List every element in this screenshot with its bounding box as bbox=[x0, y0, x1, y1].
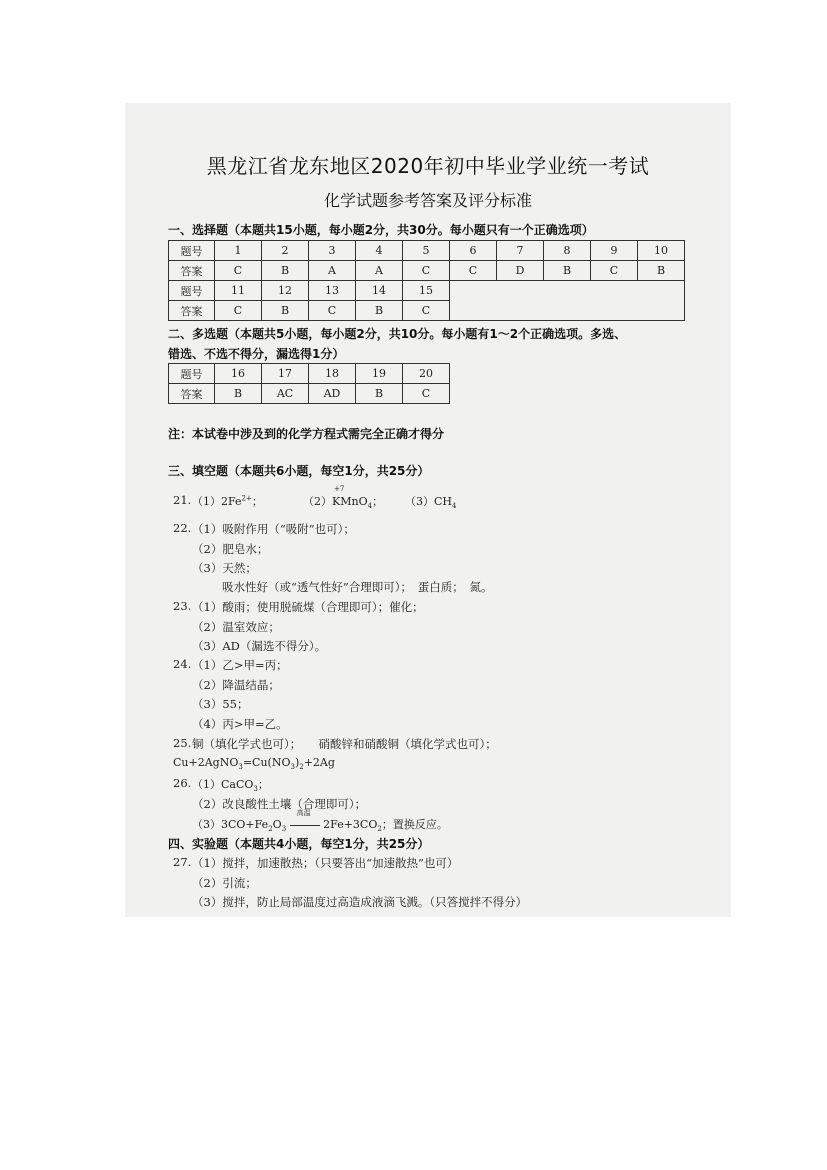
multi-answer-table bbox=[168, 363, 450, 404]
question-number: 16 bbox=[215, 364, 262, 384]
scanned-page bbox=[125, 103, 731, 917]
answer-cell: C bbox=[309, 301, 356, 321]
answer-cell: C bbox=[591, 261, 638, 281]
equation-note: 注：本试卷中涉及到的化学方程式需完全正确才得分 bbox=[168, 427, 445, 441]
q22-answer-2: （2）肥皂水； bbox=[192, 542, 269, 556]
q27-number: 27. bbox=[173, 855, 192, 869]
answer-cell: C bbox=[403, 384, 450, 404]
answer-cell: D bbox=[497, 261, 544, 281]
q21-answer-1: $(1)2Fe^{2+}$； bbox=[192, 494, 263, 508]
section4-heading: 四、实验题（本题共4小题，每空1分，共25分） bbox=[168, 837, 430, 851]
q27-answer-3: （3）搅拌，防止局部温度过高造成液滴飞溅。（只答搅拌不得分） bbox=[192, 895, 528, 909]
table-row bbox=[169, 241, 685, 261]
answer-cell: A bbox=[356, 261, 403, 281]
q24-answer-3: （3）55； bbox=[192, 697, 249, 711]
q26-number: 26. bbox=[173, 776, 192, 790]
table-row bbox=[169, 281, 685, 301]
answer-cell: B bbox=[215, 384, 262, 404]
question-number: 11 bbox=[215, 281, 262, 301]
q23-answer-1: （1）酸雨；使用脱硫煤（合理即可）；催化； bbox=[192, 600, 424, 614]
question-number: 8 bbox=[544, 241, 591, 261]
q22-answer-3: （3）天然； bbox=[192, 561, 257, 575]
q22-answer-4: 吸水性好（或“透气性好”合理即可）； 蛋白质； 氮。 bbox=[222, 580, 493, 594]
question-number: 7 bbox=[497, 241, 544, 261]
question-number: 4 bbox=[356, 241, 403, 261]
table-row bbox=[169, 384, 450, 404]
question-number: 3 bbox=[309, 241, 356, 261]
q27-answer-2: （2）引流； bbox=[192, 876, 257, 890]
section3-heading: 三、填空题（本题共6小题，每空1分，共25分） bbox=[168, 464, 430, 478]
question-number: 20 bbox=[403, 364, 450, 384]
answer-label: 答案 bbox=[169, 384, 215, 404]
choice-answer-table bbox=[168, 240, 685, 321]
answer-cell: B bbox=[544, 261, 591, 281]
q21-answer-3: $(3)CH_4$ bbox=[405, 495, 457, 511]
q26-answer-1: （1）CaCO$_3$； bbox=[192, 778, 269, 794]
page-subtitle: 化学试题参考答案及评分标准 bbox=[323, 191, 532, 210]
answer-cell: AD bbox=[309, 384, 356, 404]
question-number: 15 bbox=[403, 281, 450, 301]
answer-cell: A bbox=[309, 261, 356, 281]
question-number: 5 bbox=[403, 241, 450, 261]
question-number: 9 bbox=[591, 241, 638, 261]
empty-area bbox=[450, 281, 685, 321]
question-number-label: 题号 bbox=[169, 281, 215, 301]
q23-number: 23. bbox=[173, 599, 192, 613]
section1-heading: 一、选择题（本题共15小题，每小题2分，共30分。每小题只有一个正确选项） bbox=[168, 223, 594, 237]
question-number: 13 bbox=[309, 281, 356, 301]
q22-number: 22. bbox=[173, 521, 192, 535]
answer-cell: AC bbox=[262, 384, 309, 404]
q26-answer-3: $(3)3CO+Fe_2O_3$ 高温 $2Fe+3CO_2$；置换反应。 bbox=[192, 809, 448, 834]
section2-heading: 二、多选题（本题共5小题，每小题2分，共10分。每小题有1～2个正确选项。多选、 bbox=[168, 327, 627, 341]
q24-answer-4: （4）丙>甲=乙。 bbox=[192, 717, 288, 731]
q25-number: 25. bbox=[173, 736, 192, 750]
question-number: 18 bbox=[309, 364, 356, 384]
question-number: 10 bbox=[638, 241, 685, 261]
question-number: 1 bbox=[215, 241, 262, 261]
q27-answer-1: （1）搅拌，加速散热；（只要答出“加速散热”也可） bbox=[192, 856, 459, 870]
q26-answer-2: （2）改良酸性土壤（合理即可）； bbox=[192, 797, 367, 811]
q24-number: 24. bbox=[173, 657, 192, 671]
question-number: 19 bbox=[356, 364, 403, 384]
q24-answer-1: （1）乙>甲=丙； bbox=[192, 658, 288, 672]
answer-cell: C bbox=[403, 301, 450, 321]
answer-cell: C bbox=[450, 261, 497, 281]
q22-answer-1: （1）吸附作用（“吸附”也可）； bbox=[192, 522, 355, 536]
table-row bbox=[169, 261, 685, 281]
question-number: 2 bbox=[262, 241, 309, 261]
answer-cell: C bbox=[215, 261, 262, 281]
question-number: 17 bbox=[262, 364, 309, 384]
answer-cell: B bbox=[262, 261, 309, 281]
answer-cell: B bbox=[262, 301, 309, 321]
q23-answer-2: （2）温室效应； bbox=[192, 620, 280, 634]
q21-number: 21. bbox=[173, 493, 192, 507]
answer-cell: C bbox=[215, 301, 262, 321]
q23-answer-3: （3）AD（漏选不得分）。 bbox=[192, 639, 327, 653]
answer-cell: B bbox=[356, 384, 403, 404]
answer-cell: B bbox=[638, 261, 685, 281]
page-title: 黑龙江省龙东地区2020年初中毕业学业统一考试 bbox=[206, 154, 650, 178]
q24-answer-2: （2）降温结晶； bbox=[192, 678, 280, 692]
q25-answer-1: 铜（填化学式也可）； 硝酸锌和硝酸铜（填化学式也可）； bbox=[192, 737, 497, 751]
answer-label: 答案 bbox=[169, 261, 215, 281]
q25-equation: $Cu+2AgNO_3=Cu(NO_3)_2+2Ag$ bbox=[173, 756, 335, 772]
table-row bbox=[169, 364, 450, 384]
answer-cell: B bbox=[356, 301, 403, 321]
question-number: 6 bbox=[450, 241, 497, 261]
answer-label: 答案 bbox=[169, 301, 215, 321]
question-number-label: 题号 bbox=[169, 241, 215, 261]
section2-heading-continued: 错选、不选不得分，漏选得1分） bbox=[168, 347, 345, 361]
question-number: 14 bbox=[356, 281, 403, 301]
answer-cell: C bbox=[403, 261, 450, 281]
q21-answer-2: （2） +7 KMnO$_4$； bbox=[303, 485, 384, 511]
question-number-label: 题号 bbox=[169, 364, 215, 384]
question-number: 12 bbox=[262, 281, 309, 301]
